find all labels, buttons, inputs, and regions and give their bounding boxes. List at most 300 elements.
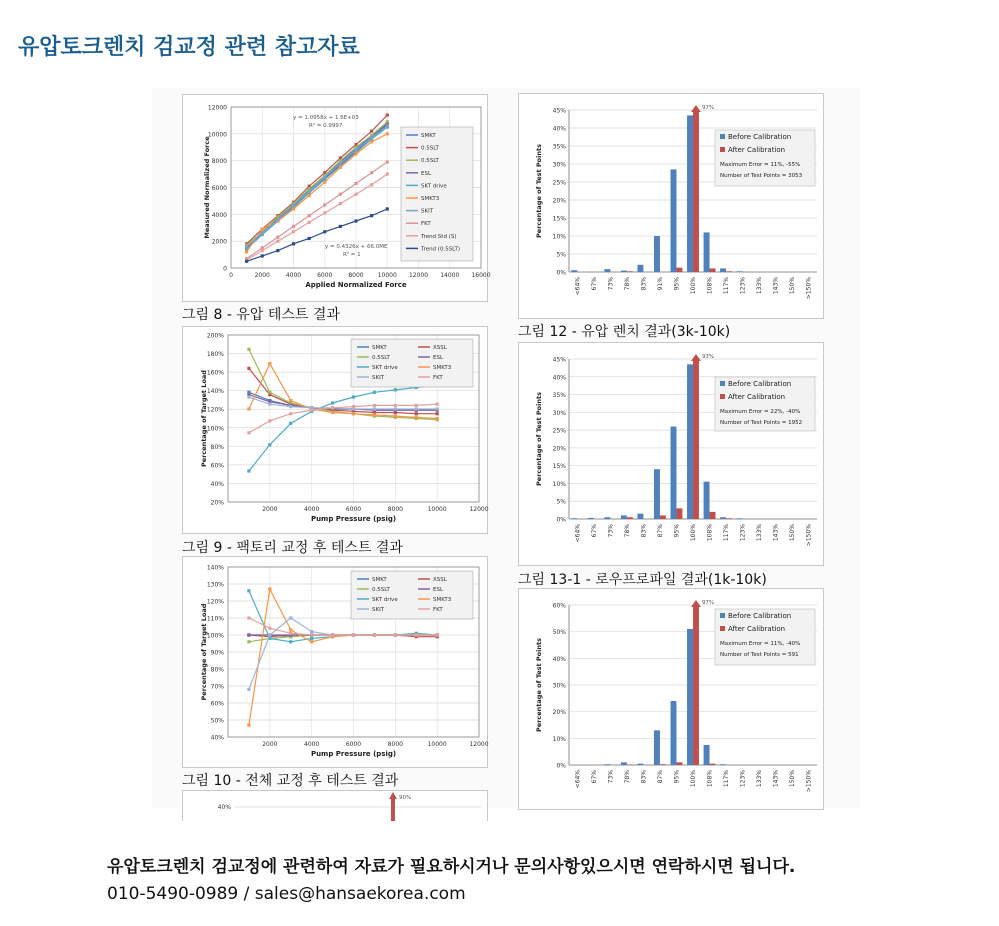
fig9-data-point — [415, 407, 418, 410]
fig9-data-point — [289, 399, 292, 402]
fig12-ytick-label: 5% — [556, 251, 566, 259]
fig10-data-point — [352, 633, 355, 636]
fig8-xtick-label: 8000 — [348, 272, 364, 279]
fig8-data-point — [370, 214, 373, 217]
fig9-legend-label: SKIT — [372, 375, 385, 381]
fig132-xtick-label: 67% — [590, 770, 598, 784]
fig8-data-point — [386, 160, 389, 163]
fig10-data-point — [268, 633, 271, 636]
fig131-legend-label: Before Calibration — [728, 380, 792, 388]
fig8-data-point — [339, 193, 342, 196]
fig12-bar — [637, 265, 643, 272]
chart-fig8-svg — [183, 95, 491, 301]
fig132-xtick-label: 108% — [706, 770, 714, 788]
fig8-data-point — [308, 190, 311, 193]
fig9-legend-label: SMKT3 — [433, 365, 452, 371]
fig131-xtick-label: 73% — [607, 524, 615, 538]
fig131-bar — [588, 518, 594, 519]
fig132-ytick-label: 30% — [552, 682, 566, 690]
fig9-data-point — [331, 401, 334, 404]
fig14-overflow-label: 90% — [399, 795, 412, 801]
fig12-bar — [726, 271, 732, 272]
fig8-data-point — [354, 148, 357, 151]
fig9-xtick-label: 8000 — [387, 506, 403, 513]
footer-contact-info: 010-5490-0989 / sales@hansaekorea.com — [107, 884, 466, 904]
fig9-ytick-label: 20% — [210, 499, 224, 507]
fig8-data-point — [308, 214, 311, 217]
fig9-ytick-label: 100% — [206, 425, 224, 433]
fig131-ytick-label: 15% — [552, 463, 566, 471]
fig8-data-point — [386, 124, 389, 127]
fig9-ytick-label: 120% — [206, 406, 224, 414]
fig12-xtick-label: 73% — [607, 277, 615, 291]
fig131-xtick-label: 78% — [623, 524, 631, 538]
fig132-legend-swatch — [720, 613, 725, 618]
fig131-xtick-label: 150% — [789, 524, 797, 542]
fig132-xtick-label: 117% — [723, 770, 731, 788]
fig12-legend-swatch — [720, 147, 725, 152]
fig8-data-point — [339, 225, 342, 228]
fig8-data-point — [292, 230, 295, 233]
fig132-ytick-label: 50% — [552, 629, 566, 637]
fig10-ytick-label: 130% — [206, 581, 224, 589]
fig12-bar — [710, 268, 716, 272]
fig14-overflow-arrow — [389, 792, 397, 799]
fig9-data-point — [331, 411, 334, 414]
fig9-data-point — [310, 409, 313, 412]
fig9-data-point — [373, 413, 376, 416]
fig9-data-point — [268, 403, 271, 406]
fig132-legend-note: Number of Test Points = 591 — [720, 652, 799, 658]
fig10-legend-label: 0.5SLT — [372, 587, 390, 593]
fig9-x-axis-label: Pump Pressure (psig) — [310, 515, 397, 523]
fig10-xtick-label: 2000 — [262, 741, 278, 748]
chart-fig9 — [182, 326, 488, 534]
fig8-xtick-label: 2000 — [254, 272, 270, 279]
fig131-xtick-label: 100% — [690, 524, 697, 542]
fig132-xtick-label: 73% — [607, 770, 615, 784]
fig132-ytick-label: 10% — [552, 735, 566, 743]
fig10-legend-box — [351, 571, 473, 619]
fig12-bar — [693, 110, 699, 272]
fig132-xtick-label: >150% — [805, 770, 813, 793]
fig12-bar — [737, 271, 743, 272]
fig8-data-point — [276, 240, 279, 243]
fig10-xtick-label: 12000 — [469, 741, 489, 748]
fig9-data-point — [247, 367, 250, 370]
chart-fig132-svg — [519, 589, 823, 809]
fig131-xtick-label: 143% — [772, 524, 780, 542]
fig8-xtick-label: 16000 — [471, 272, 491, 279]
fig131-xtick-label: 83% — [640, 524, 648, 538]
fig8-data-point — [292, 203, 295, 206]
fig10-data-point — [247, 640, 250, 643]
fig8-ytick-label: 12000 — [207, 104, 227, 112]
fig9-data-point — [394, 388, 397, 391]
caption-fig10: 그림 10 - 전체 교정 후 테스트 결과 — [182, 773, 399, 789]
fig9-data-point — [352, 395, 355, 398]
fig9-xtick-label: 4000 — [304, 506, 320, 513]
fig9-legend-label: SKT drive — [372, 365, 398, 371]
fig9-y-axis-label: Percentage of Target Load — [200, 370, 208, 467]
fig10-legend-label: SMKT — [372, 577, 387, 583]
fig9-ytick-label: 40% — [210, 480, 224, 488]
fig9-legend-label: 0.5SLT — [372, 355, 390, 361]
fig131-ytick-label: 0% — [556, 516, 566, 524]
fig132-bar — [660, 764, 666, 765]
fig10-ytick-label: 60% — [210, 700, 224, 708]
fig12-bar — [704, 232, 710, 272]
fig131-bar — [671, 427, 677, 519]
fig9-ytick-label: 160% — [206, 369, 224, 377]
chart-fig9-svg — [183, 327, 487, 533]
fig8-data-point — [370, 183, 373, 186]
fig9-data-point — [352, 412, 355, 415]
fig8-ytick-label: 2000 — [211, 238, 227, 246]
fig9-data-point — [247, 395, 250, 398]
fig9-data-point — [268, 362, 271, 365]
fig8-annotation: y = 0.4326x + 66.0ME — [325, 244, 388, 250]
fig9-data-point — [352, 405, 355, 408]
fig8-data-point — [386, 113, 389, 116]
fig8-data-point — [261, 232, 264, 235]
fig131-bar — [654, 469, 660, 519]
fig131-bar — [604, 517, 610, 519]
fig12-legend-note: Number of Test Points = 3053 — [720, 173, 803, 179]
fig9-ytick-label: 60% — [210, 462, 224, 470]
fig131-bar — [720, 517, 726, 519]
fig9-data-point — [289, 405, 292, 408]
fig9-xtick-label: 10000 — [427, 506, 447, 513]
fig131-legend-note: Maximum Error = 22%, -40% — [720, 409, 801, 415]
fig12-xtick-label: 133% — [756, 277, 764, 295]
fig8-data-point — [245, 250, 248, 253]
fig132-xtick-label: <64% — [574, 770, 582, 789]
fig9-ytick-label: 140% — [206, 388, 224, 396]
fig8-data-point — [354, 152, 357, 155]
fig8-series-line — [247, 209, 388, 261]
fig8-legend-label: SKIT — [421, 208, 434, 215]
fig8-x-axis-label: Applied Normalized Force — [305, 281, 407, 289]
fig8-legend-label: SKT drive — [421, 183, 447, 190]
fig8-data-point — [292, 242, 295, 245]
fig12-legend-note: Maximum Error = 11%, -55% — [720, 162, 801, 168]
fig8-legend-label: SMKT — [421, 133, 436, 139]
caption-fig131: 그림 13-1 - 로우프로파일 결과(1k-10k) — [518, 572, 767, 588]
fig10-legend-label: SKIT — [372, 607, 385, 613]
page-title: 유압토크렌치 검교정 관련 참고자료 — [18, 35, 360, 60]
chart-fig14-partial — [182, 790, 488, 821]
fig8-data-point — [308, 194, 311, 197]
fig8-ytick-label: 4000 — [211, 211, 227, 219]
fig8-annotation: R² = 1 — [343, 252, 361, 258]
fig12-ytick-label: 30% — [552, 161, 566, 169]
fig132-bar — [710, 764, 716, 765]
fig8-ytick-label: 0 — [223, 265, 227, 273]
fig131-ytick-label: 35% — [552, 392, 566, 400]
chart-fig132 — [518, 588, 824, 810]
caption-fig9: 그림 9 - 팩토리 교정 후 테스트 결과 — [182, 540, 403, 556]
fig131-bar — [660, 515, 666, 519]
fig12-xtick-label: 123% — [739, 277, 747, 295]
fig131-bar — [676, 508, 682, 519]
fig132-bar — [671, 701, 677, 765]
fig8-data-point — [370, 171, 373, 174]
fig8-data-point — [370, 136, 373, 139]
fig9-data-point — [415, 412, 418, 415]
fig12-y-axis-label: Percentage of Test Points — [535, 144, 543, 238]
fig12-xtick-label: 67% — [590, 277, 598, 291]
fig8-xtick-label: 14000 — [440, 272, 460, 279]
fig10-legend-label: FKT — [433, 607, 443, 613]
fig8-data-point — [323, 175, 326, 178]
fig132-xtick-label: 150% — [789, 770, 797, 788]
fig8-data-point — [245, 245, 248, 248]
fig8-series-line — [247, 134, 388, 252]
chart-fig8 — [182, 94, 491, 302]
fig131-bar — [627, 517, 633, 519]
fig9-data-point — [289, 422, 292, 425]
fig9-xtick-label: 2000 — [262, 506, 278, 513]
fig132-legend-label: After Calibration — [728, 625, 786, 633]
fig10-ytick-label: 50% — [210, 717, 224, 725]
fig12-xtick-label: 83% — [640, 277, 648, 291]
fig9-data-point — [415, 416, 418, 419]
fig9-xtick-label: 12000 — [469, 506, 489, 513]
fig10-data-point — [247, 589, 250, 592]
fig10-data-point — [415, 633, 418, 636]
fig132-legend-note: Maximum Error = 11%, -40% — [720, 641, 801, 647]
fig14-ytick-label: 40% — [217, 804, 231, 811]
chart-fig14-svg — [183, 791, 487, 821]
fig10-data-point — [331, 633, 334, 636]
fig8-data-point — [339, 202, 342, 205]
fig132-bar — [627, 764, 633, 765]
fig10-data-point — [373, 633, 376, 636]
fig9-data-point — [394, 404, 397, 407]
fig10-data-point — [268, 588, 271, 591]
fig10-y-axis-label: Percentage of Target Load — [200, 603, 208, 701]
fig8-annotation: y = 1.0958x + 1.6E+03 — [293, 115, 359, 121]
fig12-ytick-label: 40% — [552, 125, 566, 133]
fig12-bar — [654, 236, 660, 272]
fig9-data-point — [436, 407, 439, 410]
fig131-xtick-label: >150% — [805, 524, 813, 547]
fig8-data-point — [323, 230, 326, 233]
fig9-data-point — [289, 412, 292, 415]
fig10-series-line — [249, 618, 437, 689]
fig12-xtick-label: 91% — [656, 277, 664, 291]
fig10-ytick-label: 100% — [206, 632, 224, 640]
fig10-ytick-label: 70% — [210, 683, 224, 691]
fig12-xtick-label: 150% — [789, 277, 797, 295]
fig8-data-point — [292, 225, 295, 228]
fig132-ytick-label: 0% — [556, 762, 566, 770]
fig10-ytick-label: 120% — [206, 598, 224, 606]
fig8-data-point — [323, 211, 326, 214]
fig10-data-point — [268, 627, 271, 630]
fig12-ytick-label: 20% — [552, 197, 566, 205]
fig10-xtick-label: 10000 — [427, 741, 447, 748]
fig10-data-point — [247, 724, 250, 727]
fig8-legend-label: SMKT3 — [421, 196, 440, 202]
fig12-bar — [687, 115, 693, 272]
fig10-data-point — [247, 633, 250, 636]
fig9-data-point — [436, 412, 439, 415]
fig10-legend-label: XSSL — [433, 577, 447, 583]
fig8-legend-label: FKT — [421, 221, 431, 228]
fig8-annotation: R² = 0.9997 — [309, 123, 343, 129]
fig9-legend-label: SMKT — [372, 345, 387, 351]
fig132-bar — [704, 745, 710, 765]
fig131-overflow-label: 93% — [701, 354, 715, 360]
fig131-legend-swatch — [720, 381, 725, 386]
fig8-data-point — [339, 166, 342, 169]
fig8-data-point — [276, 236, 279, 239]
fig12-xtick-label: 117% — [723, 277, 731, 295]
fig9-data-point — [268, 419, 271, 422]
fig8-data-point — [386, 132, 389, 135]
fig131-bar — [704, 482, 710, 519]
fig132-bar — [637, 764, 643, 765]
fig8-data-point — [261, 254, 264, 257]
fig12-legend-label: After Calibration — [728, 146, 786, 154]
fig131-ytick-label: 45% — [552, 356, 566, 364]
fig9-data-point — [394, 415, 397, 418]
fig8-data-point — [292, 207, 295, 210]
fig132-xtick-label: 95% — [673, 770, 681, 784]
fig10-data-point — [394, 633, 397, 636]
fig12-xtick-label: 78% — [623, 277, 631, 291]
chart-fig131 — [518, 342, 824, 566]
fig8-data-point — [354, 219, 357, 222]
caption-fig12: 그림 12 - 유압 렌치 결과(3k-10k) — [518, 324, 731, 340]
fig8-xtick-label: 4000 — [285, 272, 302, 279]
fig8-legend-label: ESL — [421, 170, 432, 177]
fig10-legend-label: ESL — [433, 587, 444, 593]
fig8-data-point — [386, 207, 389, 210]
fig9-data-point — [373, 407, 376, 410]
fig10-x-axis-label: Pump Pressure (psig) — [310, 750, 397, 758]
fig8-xtick-label: 0 — [229, 272, 233, 279]
fig132-xtick-label: 123% — [739, 770, 747, 788]
fig9-legend-box — [351, 339, 473, 387]
fig10-data-point — [247, 688, 250, 691]
fig132-xtick-label: 100% — [690, 770, 697, 788]
chart-fig10-svg — [183, 557, 487, 767]
fig9-data-point — [247, 431, 250, 434]
fig8-xtick-label: 12000 — [408, 272, 429, 279]
fig131-legend-label: After Calibration — [728, 393, 786, 401]
fig131-xtick-label: 87% — [656, 524, 664, 538]
document-image-area — [152, 88, 860, 811]
fig9-ytick-label: 200% — [206, 332, 224, 340]
fig12-ytick-label: 10% — [552, 233, 566, 241]
fig131-legend-note: Number of Test Points = 1952 — [720, 420, 803, 426]
chart-fig12 — [518, 93, 824, 319]
fig9-data-point — [268, 391, 271, 394]
fig12-bar — [621, 271, 627, 272]
fig8-data-point — [354, 182, 357, 185]
fig8-data-point — [276, 218, 279, 221]
fig131-xtick-label: 67% — [590, 524, 598, 538]
fig9-data-point — [373, 404, 376, 407]
fig8-legend-label: 0.5SLT — [421, 145, 439, 152]
fig8-y-axis-label: Measured Normalized Force — [203, 136, 211, 239]
fig10-data-point — [310, 640, 313, 643]
fig131-ytick-label: 10% — [552, 480, 566, 488]
fig132-ytick-label: 40% — [552, 655, 566, 663]
fig131-ytick-label: 5% — [556, 498, 566, 506]
fig8-legend-label: Trend (0.5SLT) — [421, 246, 460, 253]
fig9-legend-label: XSSL — [433, 345, 447, 351]
fig9-legend-label: ESL — [433, 355, 444, 361]
fig8-ytick-label: 10000 — [207, 131, 227, 139]
fig12-legend-swatch — [720, 134, 725, 139]
fig8-data-point — [245, 260, 248, 263]
fig10-ytick-label: 90% — [210, 649, 224, 657]
fig8-data-point — [323, 203, 326, 206]
fig132-xtick-label: 143% — [772, 770, 780, 788]
fig132-bar — [621, 762, 627, 765]
fig10-xtick-label: 6000 — [345, 741, 362, 748]
fig12-ytick-label: 35% — [552, 143, 566, 151]
fig131-y-axis-label: Percentage of Test Points — [535, 392, 543, 486]
fig132-bar — [693, 605, 699, 765]
fig12-overflow-arrow — [691, 105, 701, 112]
fig12-bar — [571, 270, 577, 272]
fig131-bar — [621, 515, 627, 519]
fig8-data-point — [323, 181, 326, 184]
fig12-overflow-label: 97% — [701, 105, 715, 111]
fig9-data-point — [394, 407, 397, 410]
fig131-xtick-label: 123% — [739, 524, 747, 542]
chart-fig10 — [182, 556, 488, 768]
fig12-bar — [676, 268, 682, 272]
fig131-ytick-label: 40% — [552, 374, 566, 382]
fig12-ytick-label: 15% — [552, 215, 566, 223]
fig10-ytick-label: 40% — [210, 734, 224, 742]
fig8-data-point — [261, 227, 264, 230]
fig132-xtick-label: 133% — [756, 770, 764, 788]
fig14-bar — [391, 797, 395, 821]
fig12-xtick-label: 100% — [690, 277, 697, 295]
fig131-bar — [693, 359, 699, 519]
fig12-bar — [604, 269, 610, 272]
fig10-series-line — [249, 618, 437, 635]
chart-fig12-svg — [519, 94, 823, 318]
fig9-data-point — [247, 469, 250, 472]
fig8-legend-label: 0.5SLT — [421, 158, 439, 165]
fig10-ytick-label: 140% — [206, 564, 224, 572]
fig8-data-point — [354, 193, 357, 196]
fig8-data-point — [370, 140, 373, 143]
fig8-data-point — [370, 130, 373, 133]
fig132-y-axis-label: Percentage of Test Points — [535, 638, 543, 732]
footer-contact-message: 유압토크렌치 검교정에 관련하여 자료가 필요하시거나 문의사항있으시면 연락하시면 됩니다. — [107, 857, 796, 877]
fig12-xtick-label: >150% — [805, 277, 813, 300]
fig131-overflow-arrow — [691, 354, 701, 361]
fig10-data-point — [310, 633, 313, 636]
fig12-ytick-label: 45% — [552, 107, 566, 115]
fig132-overflow-arrow — [691, 600, 701, 607]
fig12-bar — [671, 169, 677, 272]
fig10-legend-label: SKT drive — [372, 597, 398, 603]
fig132-legend-label: Before Calibration — [728, 612, 792, 620]
fig131-xtick-label: 108% — [706, 524, 714, 542]
fig10-data-point — [436, 633, 439, 636]
caption-fig8: 그림 8 - 유압 테스트 결과 — [182, 307, 340, 323]
